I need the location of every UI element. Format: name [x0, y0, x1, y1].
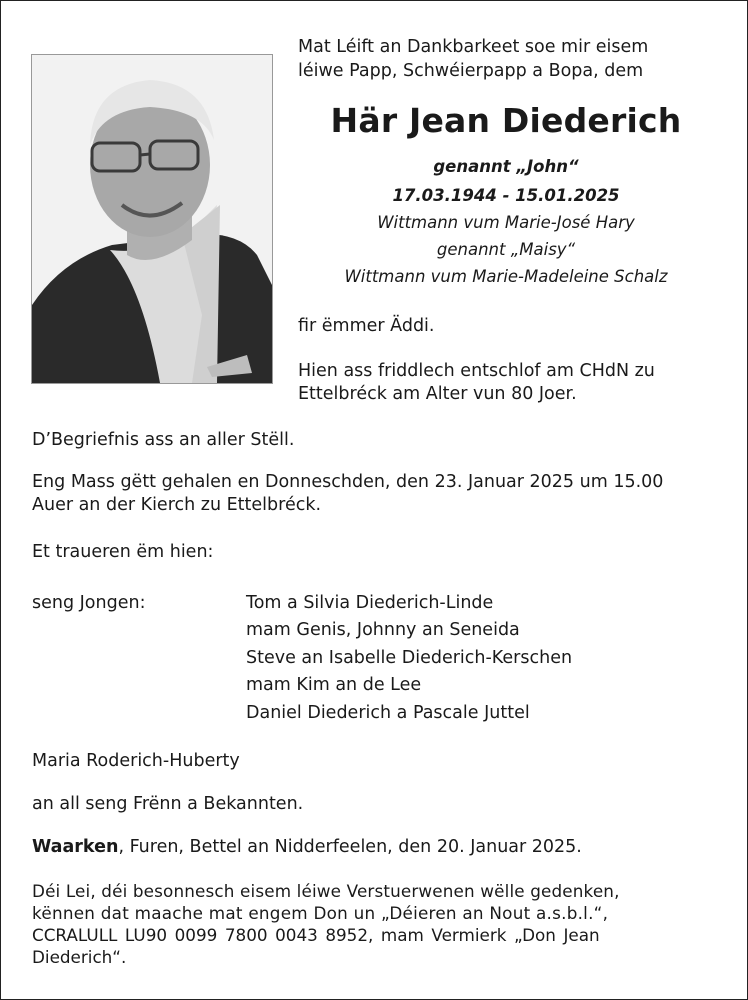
mass-line-2: Auer an der Kierch zu Ettelbréck.	[32, 495, 322, 515]
portrait-photo	[31, 54, 273, 384]
deceased-nickname: genannt „John“	[433, 157, 579, 176]
place-rest: , Furen, Bettel an Nidderfeelen, den 20. Januar 2025.	[118, 837, 582, 857]
place-date-line	[32, 835, 582, 859]
widower-nickname: genannt „Maisy“	[436, 240, 576, 259]
mass-line-1: Eng Mass gëtt gehalen en Donneschden, den 23. Januar 2025 um 15.00	[32, 472, 664, 492]
son-line-4: mam Kim an de Lee	[246, 675, 422, 695]
life-dates: 17.03.1944 - 15.01.2025	[392, 186, 620, 205]
farewell-text: fir ëmmer Äddi.	[298, 316, 435, 336]
burial-text: D’Begriefnis ass an aller Stëll.	[32, 430, 295, 450]
son-line-5: Daniel Diederich a Pascale Juttel	[246, 703, 530, 723]
mourners-intro: Et traueren ëm hien:	[32, 542, 214, 562]
son-line-2: mam Genis, Johnny an Seneida	[246, 620, 520, 640]
other-mourner: Maria Roderich-Huberty	[32, 751, 240, 771]
donation-line-1: Déi Lei, déi besonnesch eisem léiwe Verstuerwenen wëlle gedenken,	[32, 881, 620, 901]
passing-line-1: Hien ass friddlech entschlof am CHdN zu	[298, 361, 655, 381]
donation-line-3: CCRALULL LU90 0099 7800 0043 8952, mam Vermierk „Don Jean	[32, 925, 600, 945]
widower-line-1: Wittmann vum Marie-José Hary	[377, 213, 635, 232]
intro-line-1: Mat Léift an Dankbarkeet soe mir eisem	[298, 37, 649, 57]
passing-line-2: Ettelbréck am Alter vun 80 Joer.	[298, 384, 577, 404]
deceased-name: Här Jean Diederich	[330, 101, 682, 140]
sons-label: seng Jongen:	[32, 593, 146, 613]
friends-text: an all seng Frënn a Bekannten.	[32, 794, 304, 814]
donation-line-4: Diederich“.	[32, 947, 127, 967]
place-bold: Waarken	[32, 837, 119, 857]
widower-line-2: Wittmann vum Marie-Madeleine Schalz	[344, 267, 668, 286]
son-line-3: Steve an Isabelle Diederich-Kerschen	[246, 648, 573, 668]
son-line-1: Tom a Silvia Diederich-Linde	[246, 593, 494, 613]
donation-line-2: kënnen dat maache mat engem Don un „Déieren an Nout a.s.b.l.“,	[32, 903, 609, 923]
intro-line-2: léiwe Papp, Schwéierpapp a Bopa, dem	[298, 61, 644, 81]
